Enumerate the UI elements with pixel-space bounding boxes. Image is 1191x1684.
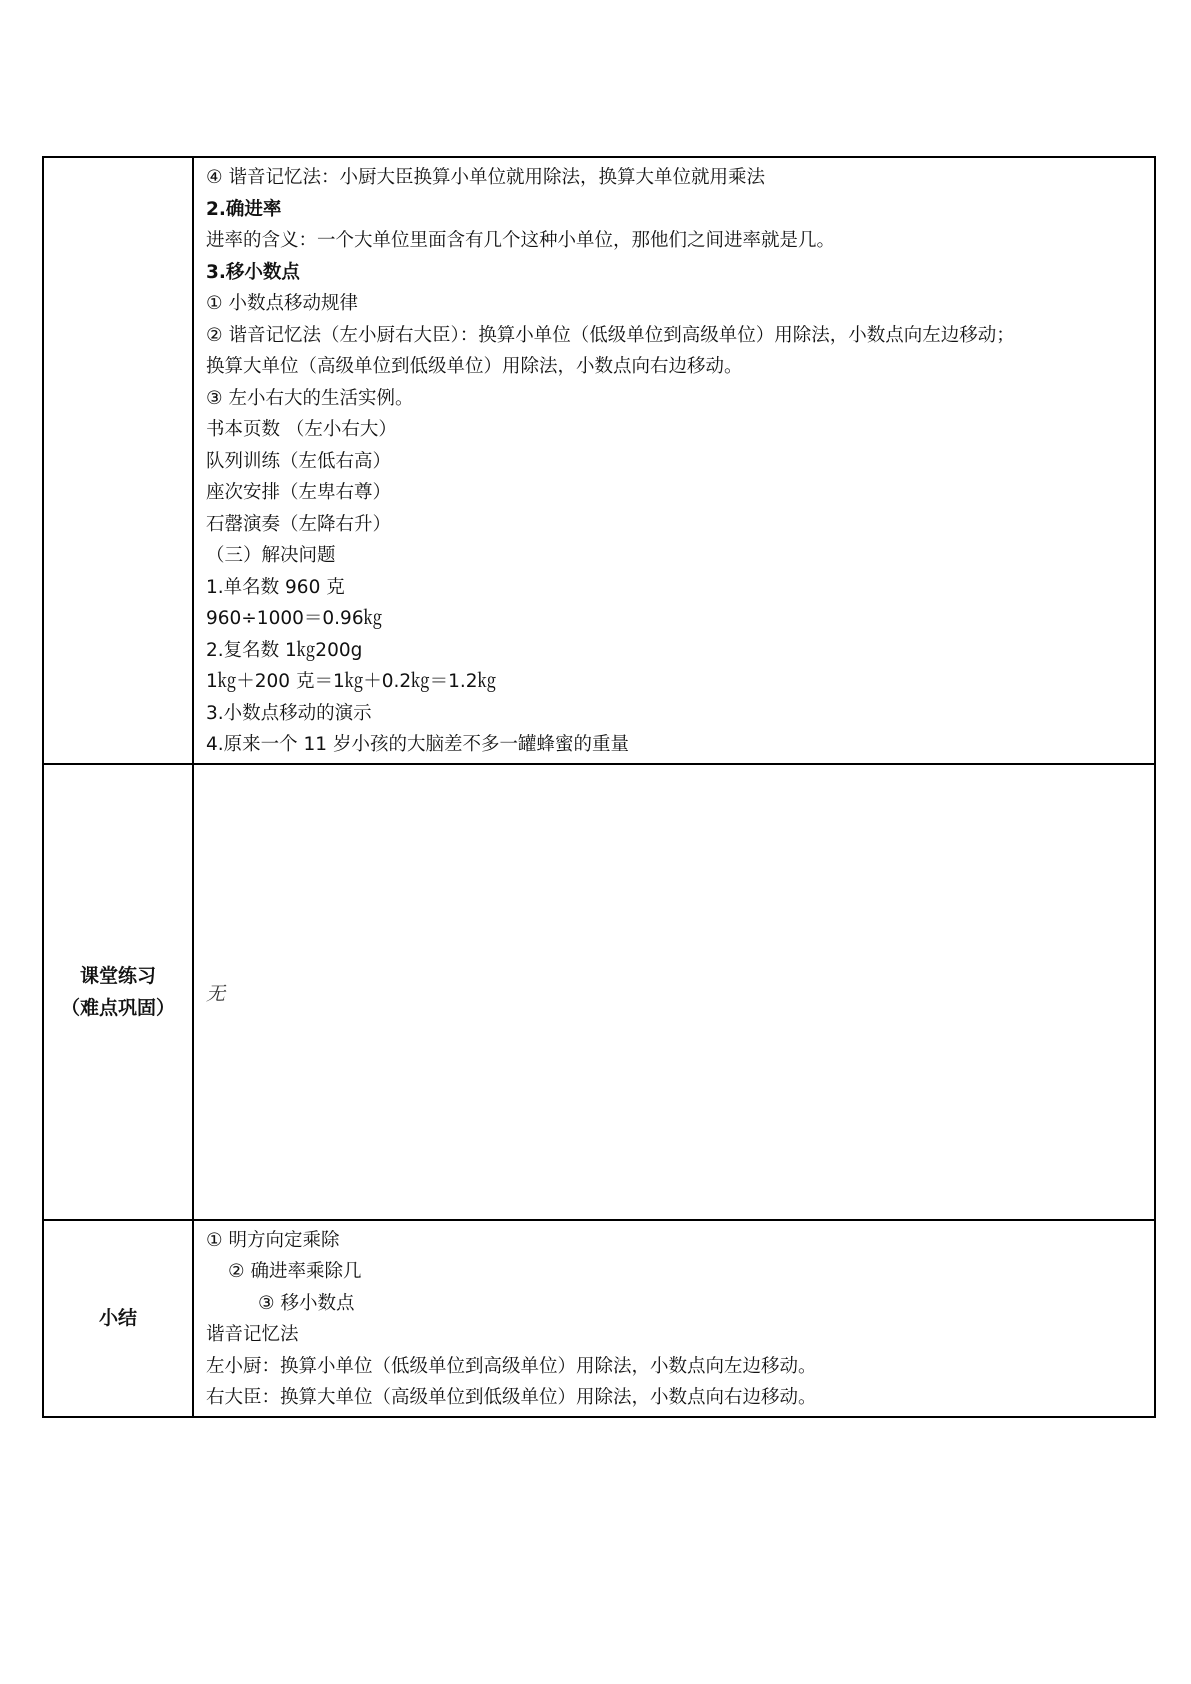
content-line: ③ 左小右大的生活实例。 <box>206 387 414 409</box>
summary-line: 左小厨：换算小单位（低级单位到高级单位）用除法，小数点向左边移动。 <box>206 1355 817 1377</box>
summary-line: ③ 移小数点 <box>258 1292 355 1314</box>
practice-label-cell <box>43 764 193 1220</box>
content-line: 座次安排（左卑右尊） <box>206 482 392 503</box>
content-line: 960÷1000＝0.96㎏ <box>206 608 383 629</box>
section-heading: 2.确进率 <box>206 198 282 220</box>
practice-content-cell <box>193 764 1155 1220</box>
content-line: 队列训练（左低右高） <box>206 450 392 472</box>
table-row-practice <box>43 764 1155 1220</box>
practice-content-text: 无 <box>206 983 226 1005</box>
table-row-teaching-content <box>43 157 1155 764</box>
summary-line: 右大臣：换算大单位（高级单位到低级单位）用除法，小数点向右边移动。 <box>206 1387 817 1408</box>
table-row-summary <box>43 1220 1155 1417</box>
content-line: 书本页数 （左小右大） <box>206 419 397 440</box>
content-line: 换算大单位（高级单位到低级单位）用除法，小数点向右边移动。 <box>206 356 743 377</box>
summary-label: 小结 <box>43 1220 193 1417</box>
content-line: ① 小数点移动规律 <box>206 293 358 314</box>
content-line: ② 谐音记忆法（左小厨右大臣）：换算小单位（低级单位到高级单位）用除法，小数点向左边移动； <box>206 324 1015 346</box>
summary-line: 谐音记忆法 <box>206 1324 299 1345</box>
content-line: 进率的含义：一个大单位里面含有几个这种小单位，那他们之间进率就是几。 <box>206 230 836 251</box>
lesson-plan-table <box>42 156 1156 1418</box>
summary-line: ② 确进率乘除几 <box>228 1261 362 1282</box>
content-line: 石罄演奏（左降右升） <box>206 513 392 535</box>
row-label-empty <box>43 157 193 764</box>
summary-line: ① 明方向定乘除 <box>206 1229 340 1251</box>
content-line: （三）解决问题 <box>206 545 336 566</box>
section-heading: 3.移小数点 <box>206 261 300 283</box>
summary-content-cell <box>193 1220 1155 1417</box>
practice-label-subtitle: （难点巩固） <box>60 996 175 1019</box>
content-line: 2.复名数 1㎏200g <box>206 639 363 661</box>
content-line: 1.单名数 960 克 <box>206 576 345 598</box>
practice-label-title: 课堂练习 <box>79 964 156 987</box>
content-line: 4.原来一个 11 岁小孩的大脑差不多一罐蜂蜜的重量 <box>206 734 629 755</box>
teaching-content-cell <box>193 157 1155 764</box>
content-line: 3.小数点移动的演示 <box>206 702 372 724</box>
content-line: 1㎏＋200 克＝1㎏＋0.2㎏＝1.2㎏ <box>206 671 497 692</box>
content-line: ④ 谐音记忆法：小厨大臣换算小单位就用除法，换算大单位就用乘法 <box>206 167 765 188</box>
